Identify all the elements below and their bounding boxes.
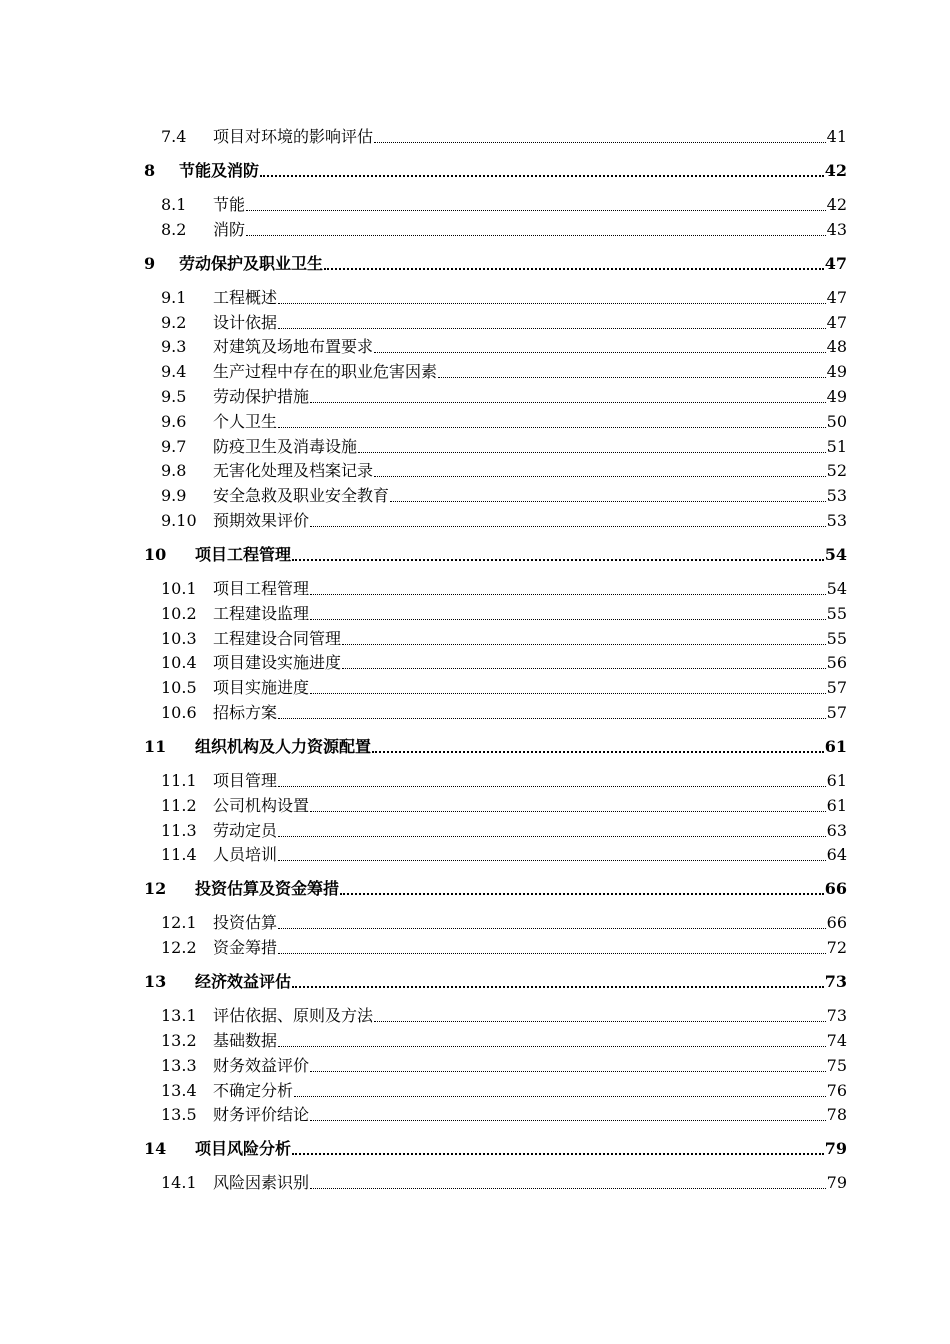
toc-chapter-entry[interactable] xyxy=(144,1135,847,1159)
toc-entry-number: 12.2 xyxy=(161,938,197,957)
toc-entry-page-number: 57 xyxy=(826,703,847,722)
toc-entry-page-number: 55 xyxy=(826,604,847,623)
toc-entry-number: 11.1 xyxy=(161,771,197,790)
toc-entry-page-number: 53 xyxy=(826,486,847,505)
toc-entry-page-number: 63 xyxy=(826,821,847,840)
toc-section-entry[interactable] xyxy=(144,649,847,673)
toc-dot-leader xyxy=(390,501,826,502)
toc-entry-page-number: 57 xyxy=(826,678,847,697)
toc-entry-title: 项目实施进度 xyxy=(213,678,310,697)
toc-entry-number: 14.1 xyxy=(161,1173,197,1192)
toc-dot-leader xyxy=(374,142,826,143)
toc-entry-page-number: 73 xyxy=(826,1006,847,1025)
toc-section-entry[interactable] xyxy=(144,383,847,407)
toc-entry-title: 项目工程管理 xyxy=(213,579,310,598)
toc-entry-title: 工程建设合同管理 xyxy=(213,629,342,648)
toc-entry-number: 9.1 xyxy=(161,288,187,307)
toc-entry-number: 13.4 xyxy=(161,1081,197,1100)
toc-entry-number: 7.4 xyxy=(161,127,187,146)
toc-entry-number: 10.1 xyxy=(161,579,197,598)
toc-entry-page-number: 47 xyxy=(824,254,847,273)
toc-dot-leader xyxy=(374,1021,826,1022)
toc-section-entry[interactable] xyxy=(144,909,847,933)
toc-entry-number: 10.3 xyxy=(161,629,197,648)
toc-dot-leader xyxy=(324,268,824,270)
toc-entry-number: 11.2 xyxy=(161,796,197,815)
toc-section-entry[interactable] xyxy=(144,284,847,308)
toc-entry-title: 项目建设实施进度 xyxy=(213,653,342,672)
toc-dot-leader xyxy=(310,526,826,527)
toc-chapter-entry[interactable] xyxy=(144,733,847,757)
toc-section-entry[interactable] xyxy=(144,123,847,147)
toc-entry-title: 风险因素识别 xyxy=(213,1173,310,1192)
toc-dot-leader xyxy=(342,644,826,645)
toc-section-entry[interactable] xyxy=(144,1169,847,1193)
toc-entry-page-number: 43 xyxy=(826,220,847,239)
toc-section-entry[interactable] xyxy=(144,674,847,698)
toc-dot-leader xyxy=(340,893,824,895)
toc-section-entry[interactable] xyxy=(144,817,847,841)
toc-dot-leader xyxy=(278,928,826,929)
toc-section-entry[interactable] xyxy=(144,191,847,215)
toc-entry-title: 项目工程管理 xyxy=(195,545,292,564)
toc-entry-title: 项目对环境的影响评估 xyxy=(213,127,374,146)
toc-section-entry[interactable] xyxy=(144,1027,847,1051)
toc-entry-title: 投资估算及资金筹措 xyxy=(195,879,340,898)
toc-section-entry[interactable] xyxy=(144,792,847,816)
toc-chapter-entry[interactable] xyxy=(144,541,847,565)
toc-entry-page-number: 55 xyxy=(826,629,847,648)
toc-entry-page-number: 79 xyxy=(824,1139,847,1158)
toc-section-entry[interactable] xyxy=(144,482,847,506)
toc-entry-title: 资金筹措 xyxy=(213,938,278,957)
toc-entry-number: 12 xyxy=(144,879,167,898)
toc-dot-leader xyxy=(438,377,826,378)
toc-section-entry[interactable] xyxy=(144,309,847,333)
toc-entry-title: 个人卫生 xyxy=(213,412,278,431)
toc-entry-page-number: 73 xyxy=(824,972,847,991)
toc-dot-leader xyxy=(372,751,824,753)
toc-entry-page-number: 54 xyxy=(824,545,847,564)
toc-entry-title: 财务评价结论 xyxy=(213,1105,310,1124)
toc-dot-leader xyxy=(310,402,826,403)
toc-section-entry[interactable] xyxy=(144,625,847,649)
toc-entry-number: 10.2 xyxy=(161,604,197,623)
toc-entry-page-number: 61 xyxy=(826,771,847,790)
toc-section-entry[interactable] xyxy=(144,358,847,382)
toc-section-entry[interactable] xyxy=(144,1052,847,1076)
toc-dot-leader xyxy=(310,811,826,812)
toc-entry-page-number: 66 xyxy=(826,913,847,932)
toc-chapter-entry[interactable] xyxy=(144,157,847,181)
toc-dot-leader xyxy=(278,860,826,861)
toc-entry-number: 10.6 xyxy=(161,703,197,722)
toc-dot-leader xyxy=(278,303,826,304)
toc-entry-title: 无害化处理及档案记录 xyxy=(213,461,374,480)
toc-dot-leader xyxy=(310,594,826,595)
toc-entry-title: 生产过程中存在的职业危害因素 xyxy=(213,362,438,381)
toc-dot-leader xyxy=(374,352,826,353)
toc-entry-page-number: 53 xyxy=(826,511,847,530)
toc-entry-page-number: 64 xyxy=(826,845,847,864)
toc-dot-leader xyxy=(278,427,826,428)
toc-entry-number: 8.1 xyxy=(161,195,187,214)
toc-entry-page-number: 61 xyxy=(824,737,847,756)
toc-section-entry[interactable] xyxy=(144,433,847,457)
toc-entry-page-number: 74 xyxy=(826,1031,847,1050)
toc-entry-title: 节能 xyxy=(213,195,246,214)
toc-section-entry[interactable] xyxy=(144,216,847,240)
toc-entry-title: 节能及消防 xyxy=(179,161,260,180)
toc-dot-leader xyxy=(278,836,826,837)
toc-dot-leader xyxy=(292,986,824,988)
toc-entry-page-number: 47 xyxy=(826,288,847,307)
toc-entry-title: 经济效益评估 xyxy=(195,972,292,991)
toc-entry-title: 防疫卫生及消毒设施 xyxy=(213,437,358,456)
toc-entry-number: 10.5 xyxy=(161,678,197,697)
toc-entry-title: 项目管理 xyxy=(213,771,278,790)
toc-entry-number: 13 xyxy=(144,972,167,991)
toc-chapter-entry[interactable] xyxy=(144,875,847,899)
toc-entry-number: 13.3 xyxy=(161,1056,197,1075)
toc-entry-page-number: 52 xyxy=(826,461,847,480)
toc-entry-title: 安全急救及职业安全教育 xyxy=(213,486,390,505)
toc-section-entry[interactable] xyxy=(144,333,847,357)
toc-dot-leader xyxy=(294,1096,826,1097)
toc-dot-leader xyxy=(310,1071,826,1072)
toc-entry-title: 招标方案 xyxy=(213,703,278,722)
toc-section-entry[interactable] xyxy=(144,841,847,865)
toc-entry-title: 项目风险分析 xyxy=(195,1139,292,1158)
toc-dot-leader xyxy=(292,1153,824,1155)
toc-section-entry[interactable] xyxy=(144,507,847,531)
toc-dot-leader xyxy=(310,693,826,694)
toc-entry-number: 9.4 xyxy=(161,362,187,381)
toc-entry-number: 9.9 xyxy=(161,486,187,505)
toc-entry-title: 投资估算 xyxy=(213,913,278,932)
toc-entry-number: 13.5 xyxy=(161,1105,197,1124)
toc-section-entry[interactable] xyxy=(144,767,847,791)
toc-entry-page-number: 50 xyxy=(826,412,847,431)
toc-entry-page-number: 42 xyxy=(824,161,847,180)
toc-entry-title: 预期效果评价 xyxy=(213,511,310,530)
toc-dot-leader xyxy=(246,210,826,211)
toc-section-entry[interactable] xyxy=(144,600,847,624)
toc-entry-page-number: 72 xyxy=(826,938,847,957)
toc-entry-number: 9.2 xyxy=(161,313,187,332)
toc-section-entry[interactable] xyxy=(144,575,847,599)
toc-section-entry[interactable] xyxy=(144,408,847,432)
toc-entry-page-number: 47 xyxy=(826,313,847,332)
toc-entry-title: 公司机构设置 xyxy=(213,796,310,815)
toc-dot-leader xyxy=(278,953,826,954)
toc-chapter-entry[interactable] xyxy=(144,968,847,992)
toc-section-entry[interactable] xyxy=(144,699,847,723)
toc-entry-number: 10.4 xyxy=(161,653,197,672)
toc-entry-page-number: 66 xyxy=(824,879,847,898)
toc-dot-leader xyxy=(246,235,826,236)
toc-section-entry[interactable] xyxy=(144,1077,847,1101)
toc-chapter-entry[interactable] xyxy=(144,250,847,274)
toc-entry-number: 8 xyxy=(144,161,156,180)
toc-entry-title: 劳动保护及职业卫生 xyxy=(179,254,324,273)
toc-entry-page-number: 56 xyxy=(826,653,847,672)
toc-dot-leader xyxy=(342,668,826,669)
toc-entry-page-number: 49 xyxy=(826,362,847,381)
toc-entry-page-number: 79 xyxy=(826,1173,847,1192)
toc-dot-leader xyxy=(358,452,826,453)
toc-entry-number: 11.4 xyxy=(161,845,197,864)
toc-entry-page-number: 75 xyxy=(826,1056,847,1075)
toc-entry-number: 11 xyxy=(144,737,167,756)
toc-entry-title: 财务效益评价 xyxy=(213,1056,310,1075)
toc-entry-number: 14 xyxy=(144,1139,167,1158)
toc-entry-title: 消防 xyxy=(213,220,246,239)
toc-dot-leader xyxy=(278,786,826,787)
toc-dot-leader xyxy=(374,476,826,477)
toc-entry-title: 人员培训 xyxy=(213,845,278,864)
toc-dot-leader xyxy=(292,559,824,561)
toc-entry-title: 设计依据 xyxy=(213,313,278,332)
toc-entry-title: 劳动保护措施 xyxy=(213,387,310,406)
toc-dot-leader xyxy=(310,1188,826,1189)
toc-entry-number: 9.8 xyxy=(161,461,187,480)
toc-dot-leader xyxy=(278,718,826,719)
toc-entry-page-number: 61 xyxy=(826,796,847,815)
toc-entry-title: 劳动定员 xyxy=(213,821,278,840)
toc-entry-page-number: 42 xyxy=(826,195,847,214)
toc-entry-page-number: 54 xyxy=(826,579,847,598)
toc-entry-number: 9.3 xyxy=(161,337,187,356)
toc-entry-title: 组织机构及人力资源配置 xyxy=(195,737,372,756)
toc-entry-number: 9.7 xyxy=(161,437,187,456)
toc-entry-title: 不确定分析 xyxy=(213,1081,294,1100)
toc-entry-page-number: 51 xyxy=(826,437,847,456)
toc-section-entry[interactable] xyxy=(144,934,847,958)
toc-entry-title: 工程建设监理 xyxy=(213,604,310,623)
toc-dot-leader xyxy=(278,1046,826,1047)
toc-entry-number: 9.6 xyxy=(161,412,187,431)
toc-entry-title: 对建筑及场地布置要求 xyxy=(213,337,374,356)
toc-entry-page-number: 49 xyxy=(826,387,847,406)
toc-entry-page-number: 41 xyxy=(826,127,847,146)
toc-entry-page-number: 78 xyxy=(826,1105,847,1124)
toc-entry-title: 工程概述 xyxy=(213,288,278,307)
toc-dot-leader xyxy=(260,175,824,177)
toc-entry-number: 8.2 xyxy=(161,220,187,239)
toc-entry-number: 12.1 xyxy=(161,913,197,932)
toc-entry-number: 13.2 xyxy=(161,1031,197,1050)
toc-entry-number: 11.3 xyxy=(161,821,197,840)
toc-entry-page-number: 76 xyxy=(826,1081,847,1100)
toc-section-entry[interactable] xyxy=(144,1101,847,1125)
toc-section-entry[interactable] xyxy=(144,457,847,481)
toc-dot-leader xyxy=(310,1120,826,1121)
toc-dot-leader xyxy=(310,619,826,620)
toc-entry-page-number: 48 xyxy=(826,337,847,356)
toc-entry-number: 9 xyxy=(144,254,156,273)
toc-entry-number: 9.10 xyxy=(161,511,197,530)
toc-entry-number: 13.1 xyxy=(161,1006,197,1025)
toc-entry-title: 基础数据 xyxy=(213,1031,278,1050)
toc-section-entry[interactable] xyxy=(144,1002,847,1026)
toc-dot-leader xyxy=(278,328,826,329)
toc-entry-number: 9.5 xyxy=(161,387,187,406)
toc-entry-title: 评估依据、原则及方法 xyxy=(213,1006,374,1025)
toc-entry-number: 10 xyxy=(144,545,167,564)
